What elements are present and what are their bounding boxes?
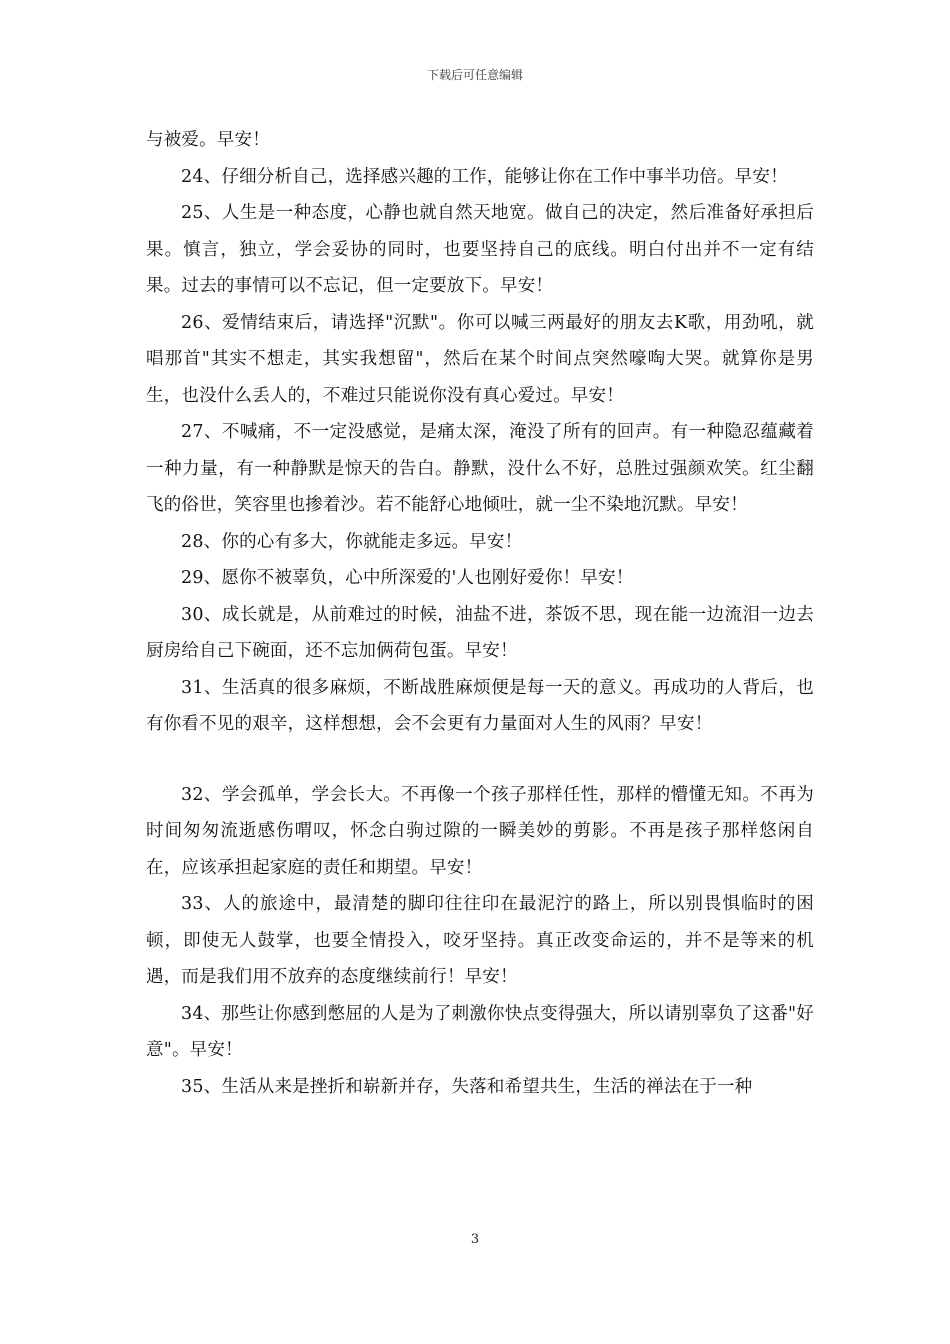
paragraph-35: 35、生活从来是挫折和崭新并存，失落和希望共生，生活的禅法在于一种 xyxy=(181,1076,753,1097)
paragraph-30: 30、成长就是，从前难过的时候，油盐不进，茶饭不思，现在能一边流泪一边去厨房给自己下碗面，还不忘加俩荷包蛋。早安！ xyxy=(146,604,814,661)
paragraph-33: 33、人的旅途中，最清楚的脚印往往印在最泥泞的路上，所以别畏惧临时的困顿，即使无人鼓掌，也要全情投入，咬牙坚持。真正改变命运的，并不是等来的机遇，而是我们用不放弃的态度继续前行！早安！ xyxy=(146,894,814,987)
paragraph-gap xyxy=(146,743,814,777)
page-header: 下载后可任意编辑 xyxy=(426,68,523,82)
page-number: 3 xyxy=(470,1232,480,1247)
paragraph-25: 25、人生是一种态度，心静也就自然天地宽。做自己的决定，然后准备好承担后果。慎言，独立，学会妥协的同时，也要坚持自己的底线。明白付出并不一定有结果。过去的事情可以不忘记，但一定要放下。早安！ xyxy=(146,203,814,296)
paragraph-29: 29、愿你不被辜负，心中所深爱的'人也刚好爱你！早安！ xyxy=(181,568,634,588)
paragraph-24: 24、仔细分析自己，选择感兴趣的工作，能够让你在工作中事半功倍。早安！ xyxy=(181,166,788,187)
document-body xyxy=(146,122,814,1105)
paragraph-continuation: 与被爱。早安！ xyxy=(146,130,270,150)
paragraph-26: 26、爱情结束后，请选择"沉默"。你可以喊三两最好的朋友去K歌，用劲吼，就唱那首"其实不想走，其实我想留"，然后在某个时间点突然嚎啕大哭。就算你是男生，也没什么丢人的，不难过只能说你没有真心爱过。早安！ xyxy=(146,312,814,406)
paragraph-34: 34、那些让你感到憋屈的人是为了刺激你快点变得强大，所以请别辜负了这番"好意"。早安！ xyxy=(146,1003,814,1060)
paragraph-32: 32、学会孤单，学会长大。不再像一个孩子那样任性，那样的懵懂无知。不再为时间匆匆流逝感伤喟叹，怀念白驹过隙的一瞬美妙的剪影。不再是孩子那样悠闲自在，应该承担起家庭的责任和期望。早安！ xyxy=(146,784,814,878)
paragraph-28: 28、你的心有多大，你就能走多远。早安！ xyxy=(181,531,523,552)
paragraph-31: 31、生活真的很多麻烦，不断战胜麻烦便是每一天的意义。再成功的人背后，也有你看不见的艰辛，这样想想，会不会更有力量面对人生的风雨？早安！ xyxy=(146,677,814,734)
paragraph-27: 27、不喊痛，不一定没感觉，是痛太深，淹没了所有的回声。有一种隐忍蕴藏着一种力量，有一种静默是惊天的告白。静默，没什么不好，总胜过强颜欢笑。红尘翻飞的俗世，笑容里也掺着沙。若不能舒心地倾吐，就一尘不染地沉默。早安！ xyxy=(146,422,814,515)
